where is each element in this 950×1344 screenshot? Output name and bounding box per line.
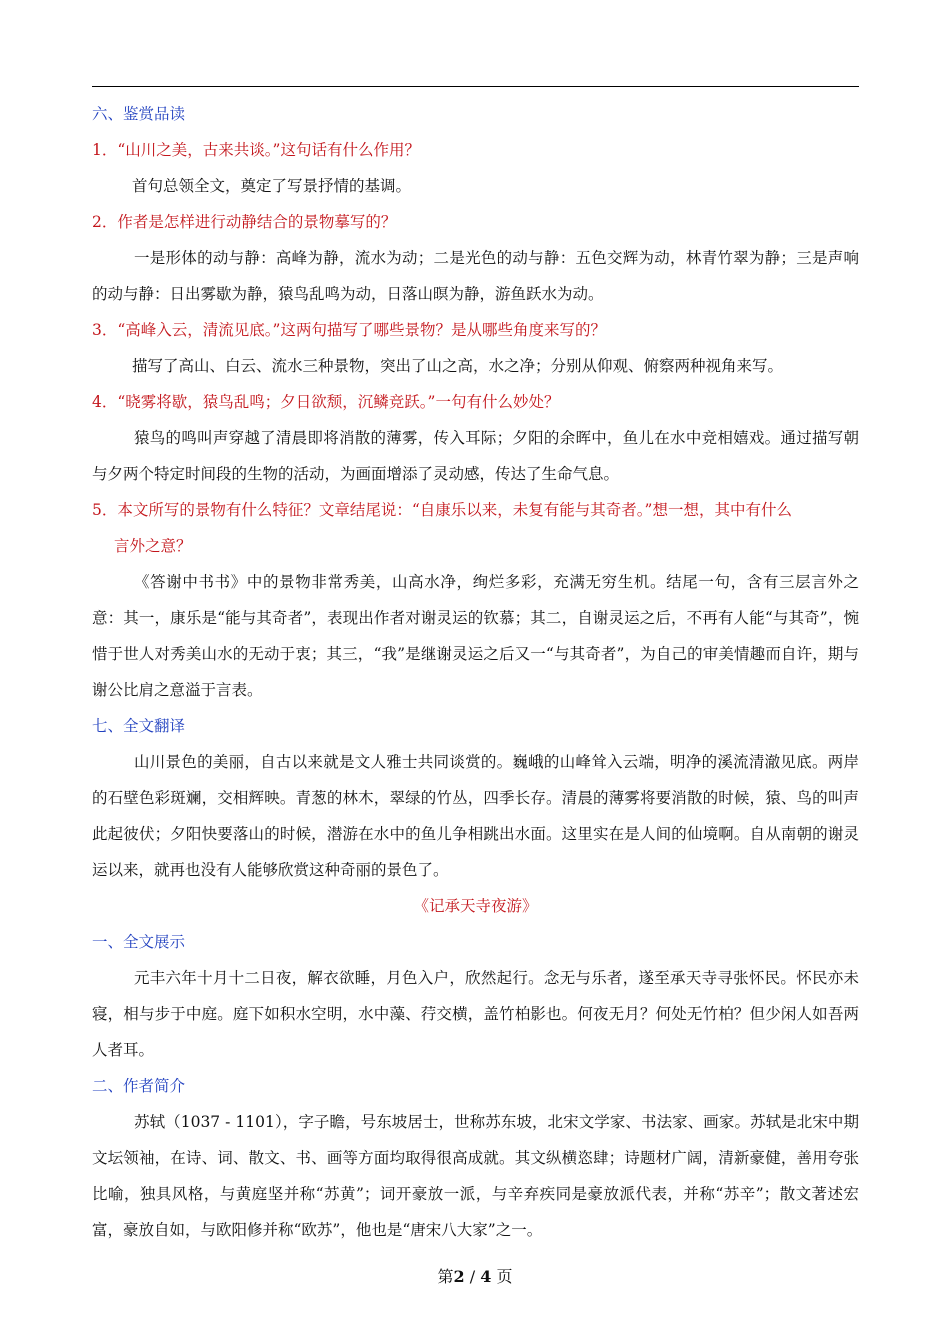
section-heading-author: 二、作者简介: [92, 1077, 186, 1095]
author-bio: 苏轼（1037 - 1101），字子瞻，号东坡居士，世称苏东坡，北宋文学家、书法家、画家。苏轼是北宋中期文坛领袖，在诗、词、散文、书、画等方面均取得很高成就。其文纵横恣肆；诗题材广阔，清新豪健，善用夸张比喻，独具风格，与黄庭坚并称“苏黄”；词开豪放一派，与辛弃疾同是豪放派代表，并称“苏辛”；散文著述宏富，豪放自如，与欧阳修并称“欧苏”，他也是“唐宋八大家”之一。: [92, 1113, 859, 1239]
question-2: 2．作者是怎样进行动静结合的景物摹写的？: [92, 213, 397, 231]
answer-2: 一是形体的动与静：高峰为静，流水为动；二是光色的动与静：五色交辉为动，林青竹翠为静；三是声响的动与静：日出雾歇为静，猿鸟乱鸣为动，日落山暝为静，游鱼跃水为动。: [92, 249, 859, 303]
header-rule: [92, 86, 859, 87]
page-footer: [0, 1264, 950, 1287]
section-heading-appreciation: 六、鉴赏品读: [92, 105, 186, 123]
answer-1: 首句总领全文，奠定了写景抒情的基调。: [132, 177, 412, 195]
question-5-continued: 言外之意？: [114, 537, 192, 555]
footer-separator: /: [464, 1267, 481, 1286]
question-5: 5．本文所写的景物有什么特征？文章结尾说：“自康乐以来，未复有能与其奇者。”想一想，其中有什么: [92, 501, 792, 519]
footer-prefix: 第: [437, 1267, 454, 1286]
footer-suffix: 页: [491, 1267, 513, 1286]
question-4: 4．“晓雾将歇，猿鸟乱鸣；夕日欲颓，沉鳞竞跃。”一句有什么妙处？: [92, 393, 560, 411]
page-content: [92, 96, 859, 1248]
section-heading-translation: 七、全文翻译: [92, 717, 186, 735]
current-page-number: 2: [453, 1267, 465, 1286]
question-1: 1．“山川之美，古来共谈。”这句话有什么作用？: [92, 141, 420, 159]
article-title: 《记承天寺夜游》: [413, 897, 538, 915]
section-heading-full-text: 一、全文展示: [92, 933, 186, 951]
full-text: 元丰六年十月十二日夜，解衣欲睡，月色入户，欣然起行。念无与乐者，遂至承天寺寻张怀民。怀民亦未寝，相与步于中庭。庭下如积水空明，水中藻、荇交横，盖竹柏影也。何夜无月？何处无竹柏？但少闲人如吾两人者耳。: [92, 969, 859, 1059]
total-pages-number: 4: [480, 1267, 492, 1286]
answer-4: 猿鸟的鸣叫声穿越了清晨即将消散的薄雾，传入耳际；夕阳的余晖中，鱼儿在水中竞相嬉戏。通过描写朝与夕两个特定时间段的生物的活动，为画面增添了灵动感，传达了生命气息。: [92, 429, 859, 483]
translation-text: 山川景色的美丽，自古以来就是文人雅士共同谈赏的。巍峨的山峰耸入云端，明净的溪流清澈见底。两岸的石壁色彩斑斓，交相辉映。青葱的林木，翠绿的竹丛，四季长存。清晨的薄雾将要消散的时候，猿、鸟的叫声此起彼伏；夕阳快要落山的时候，潜游在水中的鱼儿争相跳出水面。这里实在是人间的仙境啊。自从南朝的谢灵运以来，就再也没有人能够欣赏这种奇丽的景色了。: [92, 753, 859, 879]
question-3: 3．“高峰入云，清流见底。”这两句描写了哪些景物？是从哪些角度来写的？: [92, 321, 606, 339]
answer-3: 描写了高山、白云、流水三种景物，突出了山之高，水之净；分别从仰观、俯察两种视角来写。: [132, 357, 784, 375]
answer-5: 《答谢中书书》中的景物非常秀美，山高水净，绚烂多彩，充满无穷生机。结尾一句，含有三层言外之意：其一，康乐是“能与其奇者”，表现出作者对谢灵运的钦慕；其二，自谢灵运之后，不再有人能“与其奇”，惋惜于世人对秀美山水的无动于衷；其三，“我”是继谢灵运之后又一“与其奇者”，为自己的审美情趣而自许，期与谢公比肩之意溢于言表。: [92, 573, 859, 699]
